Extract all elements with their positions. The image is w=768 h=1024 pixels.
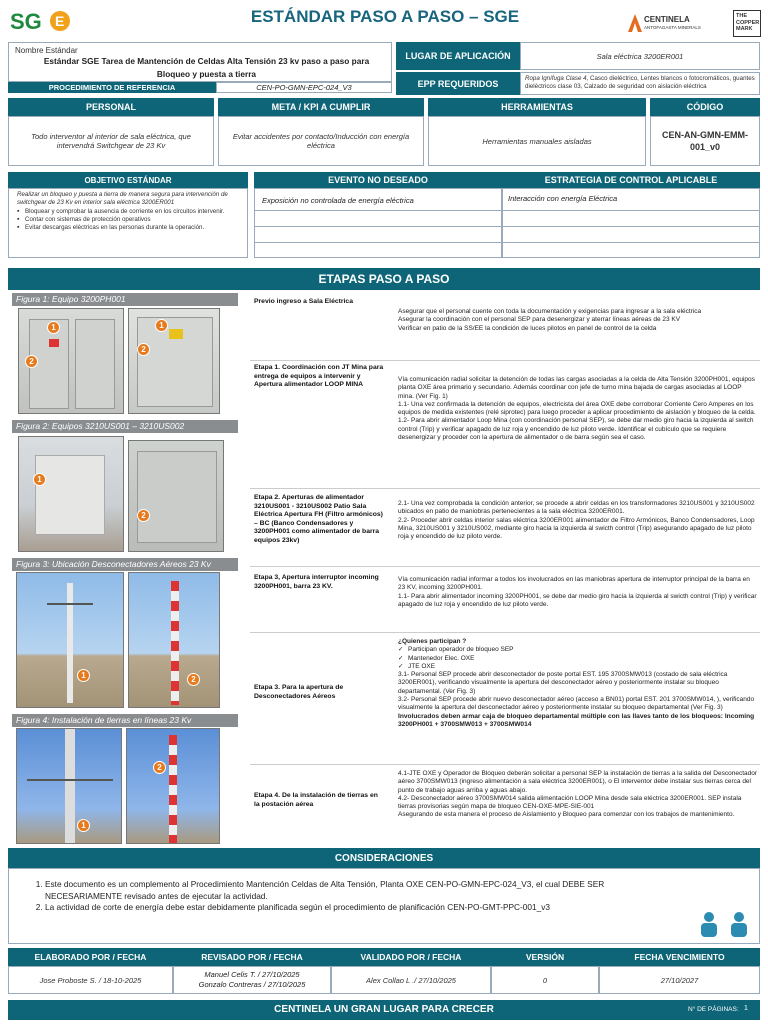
revisado-value: Manuel Celis T. / 27/10/2025: [204, 970, 300, 979]
participant-item: ✓ Participan operador de bloqueo SEP: [398, 646, 758, 654]
revisado-cell: [173, 966, 331, 994]
consideraciones-label: CONSIDERACIONES: [8, 848, 760, 868]
etapas-title: ETAPAS PASO A PASO: [8, 268, 760, 290]
codigo-label: CÓDIGO: [650, 98, 760, 116]
participant-item: ✓ JTE OXE: [398, 663, 758, 671]
stage-title: Etapa 1. Coordinación con JT Mina para entrega de equipos a intervenir y Apertura alimentador LOOP MINA: [254, 364, 384, 388]
stage-text: 4.1-JTE OXE y Operador de Bloqueo deberán solicitar a personal SEP la instalación de tierras a la salida del Desconectador aéreo 3700SMW013 (ingreso alimentación a sala eléctrica 3200ER001), o El interventor debe instalar sus tierras cerca del punto de trabajo aguas arriba y aguas abajo. 4.2- Desconectador aéreo 3700SMW014 salida alimentación LOOP Mina desde sala eléctrica 3200ER001. SEP instala tierras provisorias según mapa de bloqueo CEN-OXE-MPE-SIE-001 Asegurando de esta manera el proceso de Aislamiento y Bloqueo para comenzar con los trabajos de mantenimiento.: [398, 770, 758, 819]
photo-switchgear-2: [128, 308, 220, 414]
objetivo-item: ▪ Evitar descargas eléctricas en las personas durante la operación.: [17, 224, 239, 232]
meta-value: Evitar accidentes por contacto/Inducción con energía eléctrica: [218, 116, 424, 166]
photo-grounding-2: [126, 728, 220, 844]
herramientas-value: Herramientas manuales aisladas: [428, 116, 646, 166]
elaborado-value: Jose Proboste S. / 18-10-2025: [8, 966, 173, 994]
consideraciones-body: [8, 868, 760, 944]
figure-caption: Figura 1: Equipo 3200PH001: [12, 293, 238, 306]
evento-value: Exposición no controlada de energía eléctrica: [262, 196, 414, 205]
badge-2: 2: [137, 509, 150, 522]
validado-value: Alex Collao L ./ 27/10/2025: [331, 966, 491, 994]
stage-title: Etapa 4. De la instalación de tierras en la postación aérea: [254, 792, 378, 808]
col-header: VERSIÓN: [491, 948, 599, 966]
col-header: ELABORADO POR / FECHA: [8, 948, 173, 966]
revisado-value: Gonzalo Contreras / 27/10/2025: [198, 980, 306, 989]
stage-text: 3.1- Personal SEP procede abrir desconectador de poste portal EST. 195 3700SMW013 (costado de sala eléctrica 3200ER001), verificando visualmente la apertura del desconectador aéreo y posteriormente instalar su bloqueo departamental. (Ver Fig. 3) 3.2- Personal SEP procede abrir nuevo desconectador aéreo (acceso a BN01) portal EST. 201 3700SMW014, ), verificando visualmente la apertura del desconectador aéreo y posteriormente instalar su bloqueo departamental (Ver Fig. 3): [398, 671, 755, 712]
vencimiento-value: 27/10/2027: [599, 966, 760, 994]
participants-list: [398, 646, 758, 671]
badge-1: 1: [47, 321, 60, 334]
nombre-label: Nombre Estándar: [15, 46, 78, 55]
photo-switchgear-1: [18, 308, 124, 414]
photo-grounding-1: [16, 728, 122, 844]
badge-1: 1: [155, 319, 168, 332]
meta-label: META / KPI A CUMPLIR: [218, 98, 424, 116]
stage-text: Vía comunicación radial solicitar la detención de todas las cargas asociadas a la celda de Alta Tensión 3200PH001, equipos planta OXE área primario y secundario. Además coordinar con jefe de turno mina bajada de cargas asociadas al LOOP mina. (Ver Fig. 1) 1.1- Una vez confirmada la detención de equipos, electricista del área OXE debe corroborar Corriente Cero Amperes en los equipos de medida existentes (relé siprotec) para luego proceder a aplicar procedimiento de aislación y bloqueo de la celda. 1.2- Para abrir alimentador Loop Mina (con coordinación personal SEP), se debe dar medio giro hacia la izquierda al switch control (Trip) y verificar apagado de luz roja y encendido de luz piloto verde. Identificar el cubículo que se requiere desenergizar y proceder con la apertura de alimentador o de barra según sea el caso.: [398, 376, 756, 442]
stage-text: Vía comunicación radial informar a todos los involucrados en las maniobras apertura de interruptor principal de la barra en 23 KV, incoming 3200PH001. 1.1- Para abrir alimentador incoming 3200PH001, se debe dar medio giro hacia la izquierda al swicth control (Trip) y verificar apagado de luz roja y encendido de luz piloto verde.: [398, 576, 757, 608]
figure-caption: Figura 4: Instalación de tierras en líneas 23 Kv: [12, 714, 238, 727]
version-value: 0: [491, 966, 599, 994]
photo-transformer-2: [128, 440, 224, 552]
lugar-value: Sala eléctrica 3200ER001: [520, 42, 760, 70]
personal-value: Todo interventor al interior de sala eléctrica, que intervendrá Switchgear de 23 Kv: [8, 116, 214, 166]
photo-pole-1: [16, 572, 124, 708]
sge-logo: [8, 5, 70, 37]
nombre-value: Estándar SGE Tarea de Mantención de Celdas Alta Tensión 23 kv paso a paso para Bloqueo y puesta a tierra: [43, 56, 370, 79]
stage-title: Previo ingreso a Sala Eléctrica: [254, 298, 353, 305]
pages-value: 1: [744, 1005, 748, 1012]
evento-label: EVENTO NO DESEADO: [254, 172, 502, 188]
stage-title: Etapa 3. Para la apertura de Desconectadores Aéreos: [254, 684, 344, 700]
participant-item: ✓ Mantenedor Elec. OXE: [398, 655, 758, 663]
proc-value: CEN-PO-GMN-EPC-024_V3: [216, 82, 392, 93]
col-header: REVISADO POR / FECHA: [173, 948, 331, 966]
quienes-label: ¿Quienes participan ?: [398, 638, 467, 645]
slogan: CENTINELA UN GRAN LUGAR PARA CRECER: [274, 1004, 494, 1015]
badge-2: 2: [25, 355, 38, 368]
epp-value: Ropa Ignífuga Clase 4, Casco dieléctrico, Lentes blancos o fotocromáticos, guantes dieléctricos clase 03, Calzado de seguridad con aislación eléctrica: [520, 72, 760, 95]
estrategia-label: ESTRATEGIA DE CONTROL APLICABLE: [502, 172, 760, 188]
figure-caption: Figura 2: Equipos 3210US001 – 3210US002: [12, 420, 238, 433]
workers-icon: [695, 909, 755, 939]
estrategia-value: Interacción con energía Eléctrica: [508, 194, 618, 203]
stage-text: 2.1- Una vez comprobada la condición anterior, se procede a abrir celdas en los transformadores 3210US001 y 3210US002 ubicados en patio de maniobras pertenecientes a la sala eléctrica 3200ER001. 2.2- Proceder abrir celdas interior salas eléctrica 3200ER001 alimentador de Filtro Armónicos, Banco Condensadores, Loop Mina, 3210US001 y 3210US002, mediante giro hacia la izquierda al swicth control (Trip) asegurando apagado de luz piloto roja y encendido de luz piloto verde.: [398, 500, 755, 541]
objetivo-item: ▪ Contar con sistemas de protección operativos: [17, 216, 239, 224]
stage-text-block: [398, 638, 758, 729]
photo-pole-2: [128, 572, 220, 708]
consideraciones-list: [31, 879, 671, 914]
lugar-label: LUGAR DE APLICACIÓN: [396, 42, 520, 70]
copper-mark-logo: THE COPPER MARK: [733, 10, 761, 37]
brand-name: CENTINELA: [644, 15, 690, 24]
centinela-logo: [628, 12, 701, 38]
pages-label: N° DE PÁGINAS:: [688, 1006, 739, 1013]
epp-label: EPP REQUERIDOS: [396, 72, 520, 95]
bottom-bar: [8, 1000, 760, 1020]
objetivo-body: [8, 188, 248, 258]
stage-text: Asegurar que el personal cuente con toda la documentación y exigencias para ingresar a la sala eléctrica Asegurar la coordinación con el personal SEP para desenergizar y aterrar líneas aéreas de 23 KV Verificar en patio de la SS/EE la condición de luces pilotos en panel de control de la celda: [398, 308, 702, 332]
objetivo-list: [17, 208, 239, 232]
objetivo-item: ▪ Bloquear y comprobar la ausencia de corriente en los circuitos intervenir.: [17, 208, 239, 216]
badge-2: 2: [187, 673, 200, 686]
consideracion-item: 1. Este documento es un complemento al Procedimiento Mantención Celdas de Alta Tensión, Planta OXE CEN-PO-GMN-EPC-024_V3, el cual DEBE SER NECESARIAMENTE revisado antes de ejecutar la actividad.: [45, 879, 671, 902]
badge-1: 1: [33, 473, 46, 486]
herramientas-label: HERRAMIENTAS: [428, 98, 646, 116]
brand-sub: ANTOFAGASTA MINERALS: [644, 25, 701, 30]
badge-1: 1: [77, 669, 90, 682]
svg-text:E: E: [55, 13, 65, 29]
col-header: VALIDADO POR / FECHA: [331, 948, 491, 966]
consideracion-item: 2. La actividad de corte de energía debe estar debidamente planificada según el procedimiento de planificación CEN-PO-GMT-PPC-001_v3: [45, 902, 671, 914]
stage-title: Etapa 2. Aperturas de alimentador 3210US001 - 3210US002 Patio Sala Eléctrica Apertura FH (Filtro armónicos) – BC (Banco Condensadores y 3200PH001 como alimentador de barra equipos 23kv): [254, 494, 383, 544]
page-title: ESTÁNDAR PASO A PASO – SGE: [250, 7, 520, 26]
objetivo-label: OBJETIVO ESTÁNDAR: [8, 172, 248, 188]
svg-text:SG: SG: [10, 9, 42, 34]
stage-title: Etapa 3, Apertura interruptor incoming 3200PH001, barra 23 KV.: [254, 574, 379, 590]
photo-transformer-1: [18, 436, 124, 552]
figure-caption: Figura 3: Ubicación Desconectadores Aéreos 23 Kv: [12, 558, 238, 571]
badge-1: 1: [77, 819, 90, 832]
approval-table: [8, 948, 760, 994]
evento-grid: [254, 188, 760, 258]
personal-label: PERSONAL: [8, 98, 214, 116]
proc-label: PROCEDIMIENTO DE REFERENCIA: [8, 82, 216, 93]
codigo-value: CEN-AN-GMN-EMM-001_v0: [650, 116, 760, 166]
objetivo-intro: Realizar un bloqueo y puesta a tierra de manera segura para intervención de switchgear de 23 Kv en interior sala eléctrica 3200ER001: [17, 191, 228, 206]
badge-2: 2: [153, 761, 166, 774]
stages-area: [250, 292, 760, 844]
stage-bold-note: Involucrados deben armar caja de bloqueo departamental múltiple con las llaves tanto de los bloqueos: Incoming 3200PH001 + 3700SMW013 + 3700SMW014: [398, 712, 755, 728]
badge-2: 2: [137, 343, 150, 356]
col-header: FECHA VENCIMIENTO: [599, 948, 760, 966]
